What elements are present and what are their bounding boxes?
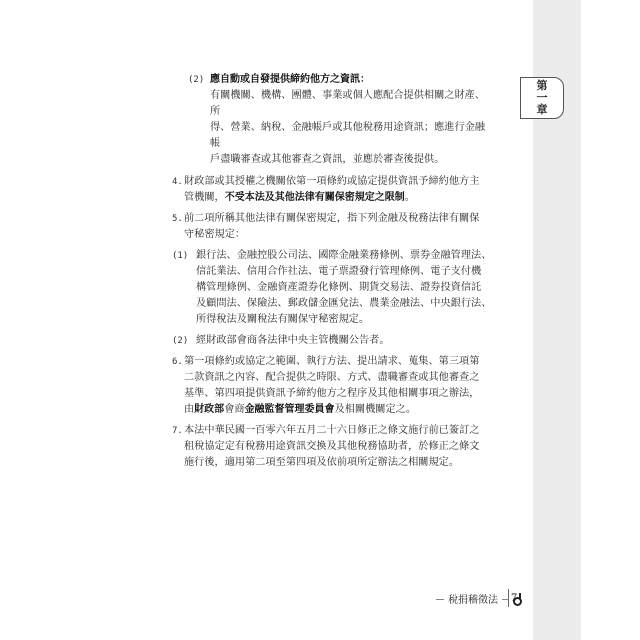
section-7 [172,423,492,471]
section-body: 前二項所稱其他法律有關保密規定，指下列金融及稅務法律有關保 守秘密規定： [184,213,480,240]
chapter-tab [520,77,564,119]
section-tail: 及相關機關定之。 [334,404,417,415]
list-item-2 [172,333,492,349]
section-bold-text: 不受本法及其他法律有關保密規定之限制 [224,192,405,203]
list-number: (2) [172,336,189,346]
section-body: 財政部或其授權之機關依第一項條約或協定提供資訊予締約他方主 管機關， [184,176,480,203]
section-number: 6. [172,357,183,367]
chapter-tab-char: 一 [536,91,548,104]
list-body: 銀行法、金融控股公司法、國際金融業務條例、票券金融管理法、 信託業法、信用合作社法、電子票證發行管理條例、電子支付機 構管理條例、金融資產證券化條例、期貨交易法、證券投資信託 及顧問法、保險法、郵政儲金匯兌法、農業金融法、中央銀行法、 所得稅法及關稅法有關保守秘密規定。 [196,250,492,325]
section-tail: 。 [404,192,415,203]
list-number: (1) [172,251,189,261]
section-bold-text: 財政部 [194,404,225,415]
section-body: 第一項條約或協定之範圍、執行方法、提出請求、蒐集、第三項第 二款資訊之內容、配合提供之時限、方式、盡職審查或其他審查之 基準、第四項提供資訊予締約他方之程序及其他相關事項之辦法， 由 [184,356,480,415]
list-item-1 [172,248,492,328]
section-text [184,354,492,418]
subitem-2 [172,72,492,168]
section-number: 7. [172,426,183,436]
footer-divider [508,589,509,607]
list-body: 經財政部會商各法律中央主管機關公告者。 [196,335,390,346]
chapter-tab-char: 章 [536,103,548,116]
section-text [184,174,492,206]
section-body: 本法中華民國一百零六年五月二十六日修正之條文施行前已簽訂之 租稅協定定有稅務用途資訊交換及其他稅務協助者，於修正之條文 施行後，適用第二項至第四項及依前項所定辦法之相關規定。 [184,425,480,468]
subitem-heading: 應自動或自發提供締約他方之資訊： [210,74,370,85]
section-5 [172,211,492,243]
section-6 [172,354,492,418]
section-number: 5. [172,214,183,224]
book-title: 稅捐稽徵法 [444,591,502,606]
page-body [172,72,492,476]
section-4 [172,174,492,206]
section-number: 4. [172,177,183,187]
chapter-tab-char: 第 [536,79,548,92]
section-mid: 會商 [224,404,245,415]
page-number: 7 [511,590,517,604]
corner-ornament-icon [513,597,522,606]
subitem-body: 有關機關、機構、團體、事業或個人應配合提供相關之財產、所 得、營業、納稅、金融帳戶或其他稅務用途資訊；應進行金融帳 戶盡職審查或其他審查之資訊，並應於審查後提供。 [210,90,486,165]
subitem-number: (2) [188,75,205,85]
section-bold-text: 金融監督管理委員會 [244,404,335,415]
